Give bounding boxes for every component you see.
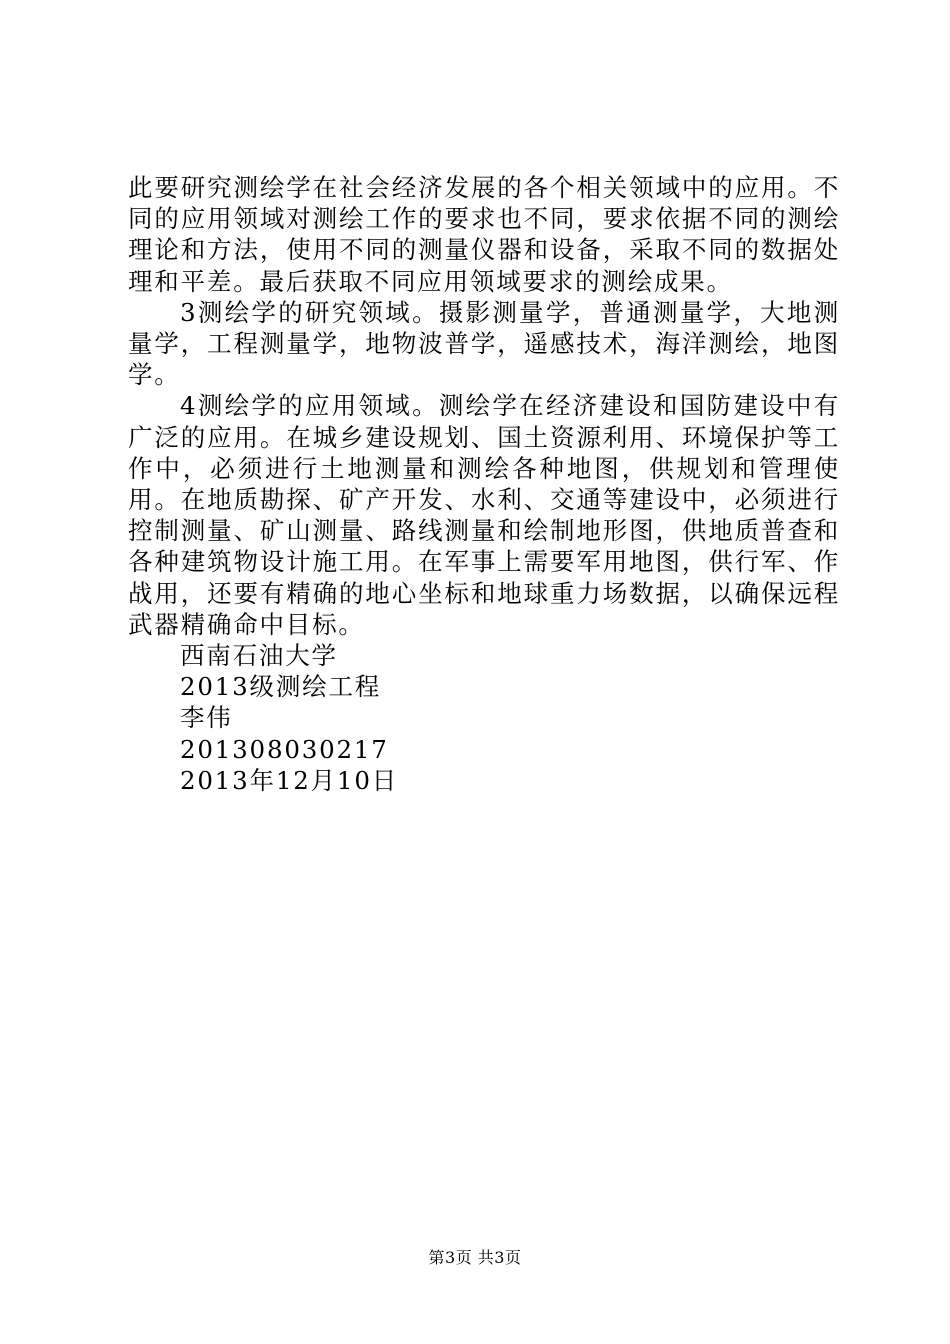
paragraph-continuation: 此要研究测绘学在社会经济发展的各个相关领域中的应用。不同的应用领域对测绘工作的要求也不同，要求依据不同的测绘理论和方法，使用不同的测量仪器和设备，采取不同的数据处理和平差。最后获取不同应用领域要求的测绘成果。 xyxy=(128,173,840,296)
signature-block xyxy=(128,640,840,796)
paragraph-application-fields: 4测绘学的应用领域。测绘学在经济建设和国防建设中有广泛的应用。在城乡建设规划、国土资源利用、环境保护等工作中，必须进行土地测量和测绘各种地图，供规划和管理使用。在地质勘探、矿产开发、水利、交通等建设中，必须进行控制测量、矿山测量、路线测量和绘制地形图，供地质普查和各种建筑物设计施工用。在军事上需要军用地图，供行军、作战用，还要有精确的地心坐标和地球重力场数据，以确保远程武器精确命中目标。 xyxy=(128,391,840,639)
signature-date: 2013年12月10日 xyxy=(180,765,399,795)
document-body xyxy=(128,172,840,796)
page-footer: 第3页 共3页 xyxy=(428,1248,522,1267)
signature-school: 西南石油大学 xyxy=(180,641,338,671)
signature-name: 李伟 xyxy=(180,703,233,733)
signature-class: 2013级测绘工程 xyxy=(180,672,382,702)
signature-student-id: 201308030217 xyxy=(180,734,389,764)
paragraph-research-fields: 3测绘学的研究领域。摄影测量学，普通测量学，大地测量学，工程测量学，地物波普学，遥感技术，海洋测绘，地图学。 xyxy=(128,297,840,390)
